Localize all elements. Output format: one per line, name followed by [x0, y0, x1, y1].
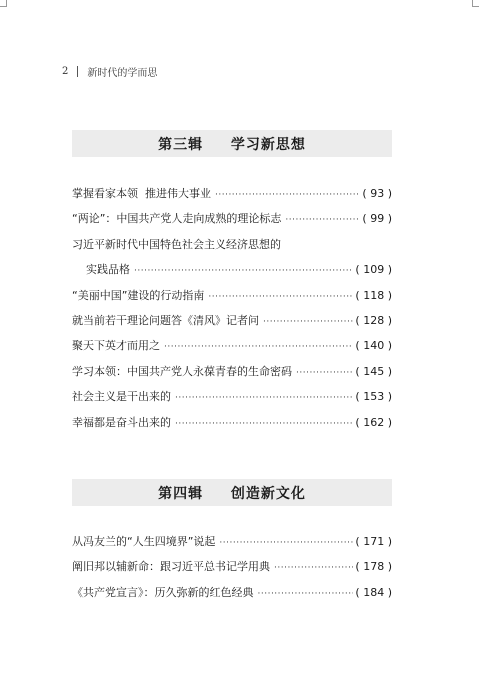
toc-entry-continuation[interactable] [72, 257, 392, 282]
dot-leader [274, 556, 353, 579]
entry-page-number: ( 153 ) [355, 390, 392, 404]
dot-leader [175, 386, 353, 409]
page-number: 2 [62, 66, 69, 77]
entry-title: 幸福都是奋斗出来的 [72, 415, 171, 429]
book-title: 新时代的学而思 [87, 68, 158, 79]
entry-title: “两论”：中国共产党人走向成熟的理论标志 [72, 212, 282, 226]
crop-mark-right [472, 0, 479, 7]
toc-entry[interactable] [72, 384, 392, 409]
toc-entry[interactable] [72, 206, 392, 231]
toc-entry[interactable] [72, 333, 392, 358]
dot-leader [164, 335, 353, 358]
entry-page-number: ( 162 ) [355, 415, 392, 429]
entry-title: 就当前若干理论问题答《清风》记者问 [72, 313, 259, 327]
crop-mark-left [0, 0, 7, 7]
dot-leader [258, 582, 354, 605]
toc-entry[interactable] [72, 283, 392, 308]
entry-page-number: ( 99 ) [362, 212, 392, 226]
entry-page-number: ( 145 ) [355, 364, 392, 378]
toc-entry[interactable] [72, 308, 392, 333]
entry-page-number: ( 184 ) [355, 585, 392, 599]
entry-title: 阐旧邦以辅新命：跟习近平总书记学用典 [72, 560, 270, 574]
toc-list-section-3 [72, 181, 392, 435]
entry-page-number: ( 118 ) [355, 288, 392, 302]
dot-leader [215, 183, 360, 206]
section-title: 第三辑 学习新思想 [158, 136, 306, 153]
toc-entry-first-line[interactable] [72, 232, 392, 257]
toc-entry[interactable] [72, 580, 392, 605]
entry-title: 习近平新时代中国特色社会主义经济思想的 [72, 237, 281, 251]
dot-leader [263, 310, 353, 333]
dot-leader [175, 412, 353, 435]
header-divider [77, 66, 78, 77]
section-heading-3 [72, 130, 392, 157]
dot-leader [285, 208, 360, 231]
entry-title: 掌握看家本领 推进伟大事业 [72, 187, 211, 200]
entry-page-number: ( 109 ) [355, 263, 392, 277]
entry-title: 《共产党宣言》：历久弥新的红色经典 [72, 585, 254, 599]
entry-title: 从冯友兰的“人生四境界”说起 [72, 535, 216, 548]
entry-page-number: ( 128 ) [355, 313, 392, 327]
toc-entry[interactable] [72, 181, 392, 206]
toc-entry[interactable] [72, 359, 392, 384]
entry-title: 实践品格 [86, 263, 130, 277]
entry-page-number: ( 93 ) [362, 187, 392, 200]
toc-entry[interactable] [72, 529, 392, 554]
dot-leader [219, 531, 353, 554]
entry-title: 学习本领：中国共产党人永葆青春的生命密码 [72, 364, 292, 378]
entry-page-number: ( 178 ) [355, 560, 392, 574]
entry-page-number: ( 171 ) [355, 535, 392, 548]
dot-leader [208, 285, 353, 308]
dot-leader [296, 361, 353, 384]
section-heading-4 [72, 479, 392, 506]
toc-list-section-4 [72, 529, 392, 605]
toc-entry[interactable] [72, 554, 392, 579]
entry-title: “美丽中国”建设的行动指南 [72, 288, 205, 302]
section-title: 第四辑 创造新文化 [158, 485, 306, 502]
dot-leader [134, 259, 353, 282]
entry-title: 社会主义是干出来的 [72, 390, 171, 404]
entry-page-number: ( 140 ) [355, 339, 392, 353]
entry-title: 聚天下英才而用之 [72, 339, 160, 353]
running-header [62, 64, 157, 79]
toc-entry[interactable] [72, 410, 392, 435]
